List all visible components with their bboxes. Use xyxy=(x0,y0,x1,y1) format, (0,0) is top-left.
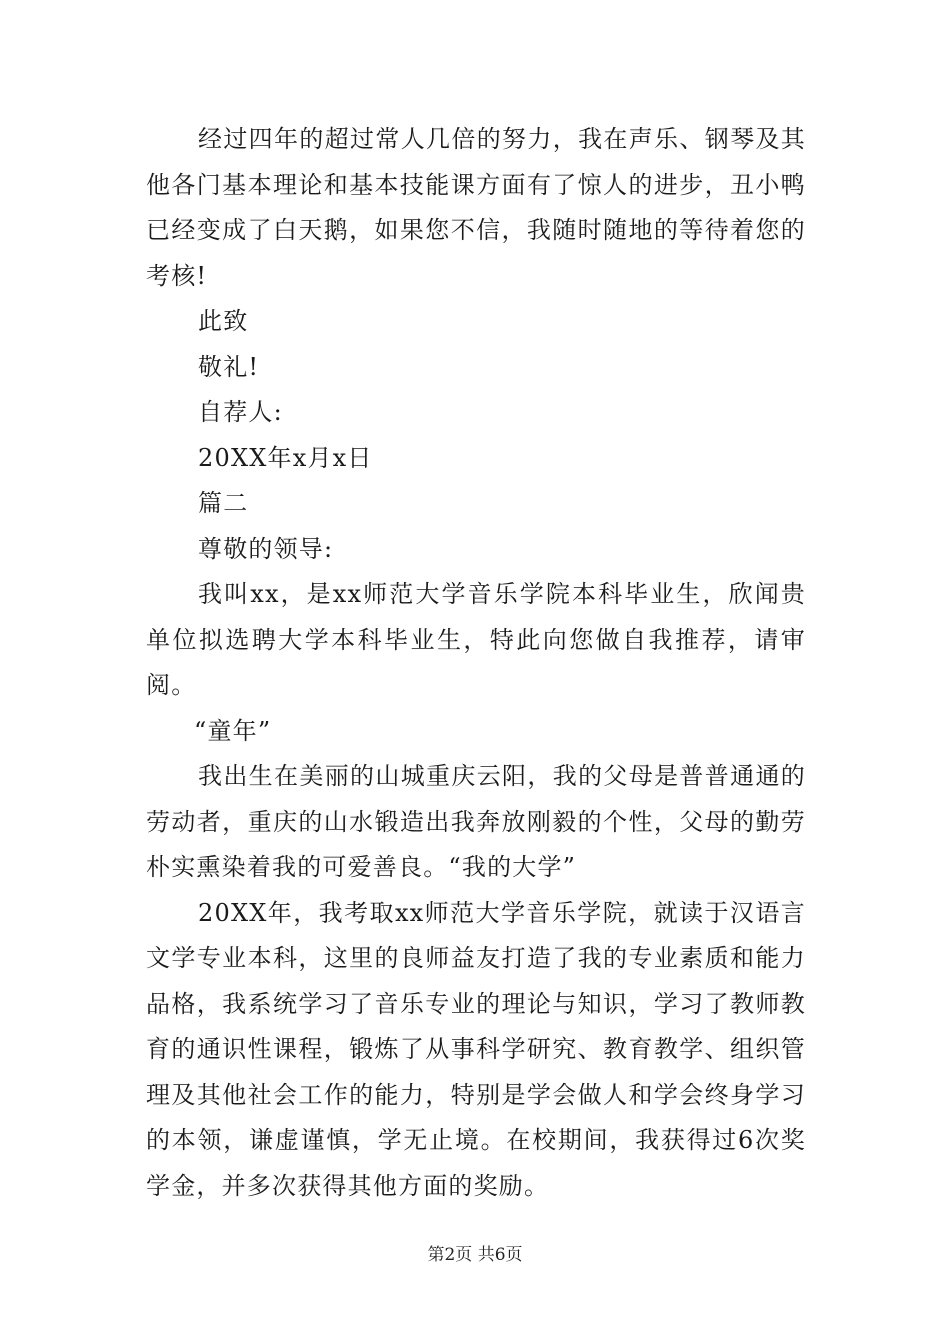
paragraph-university: 20XX年，我考取xx师范大学音乐学院，就读于汉语言文学专业本科，这里的良师益友打造了我的专业素质和能力品格，我系统学习了音乐专业的理论与知识，学习了教师教育的通识性课程，锻炼了从事科学研究、教育教学、组织管理及其他社会工作的能力，特别是学会做人和学会终身学习的本领，谦虚谨慎，学无止境。在校期间，我获得过6次奖学金，并多次获得其他方面的奖励。 xyxy=(146,898,806,1200)
closing-salutation: 此致 xyxy=(198,307,249,335)
date-line: 20XX年x月x日 xyxy=(198,443,373,472)
greeting: 尊敬的领导: xyxy=(198,534,334,563)
document-body xyxy=(146,117,806,1209)
page-number: 第2页 共6页 xyxy=(427,1245,523,1265)
subheading-childhood: “童年” xyxy=(194,716,272,745)
section-heading: 篇二 xyxy=(198,489,249,517)
paragraph-intro: 我叫xx，是xx师范大学音乐学院本科毕业生，欣闻贵单位拟选聘大学本科毕业生，特此向您做自我推荐，请审阅。 xyxy=(146,580,806,699)
signature-label: 自荐人: xyxy=(198,398,283,426)
closing-regards: 敬礼! xyxy=(198,352,260,381)
paragraph-childhood: 我出生在美丽的山城重庆云阳，我的父母是普普通通的劳动者，重庆的山水锻造出我奔放刚毅的个性，父母的勤劳朴实熏染着我的可爱善良。“我的大学” xyxy=(146,762,806,881)
paragraph-effort: 经过四年的超过常人几倍的努力，我在声乐、钢琴及其他各门基本理论和基本技能课方面有了惊人的进步，丑小鸭已经变成了白天鹅，如果您不信，我随时随地的等待着您的考核! xyxy=(146,125,806,290)
